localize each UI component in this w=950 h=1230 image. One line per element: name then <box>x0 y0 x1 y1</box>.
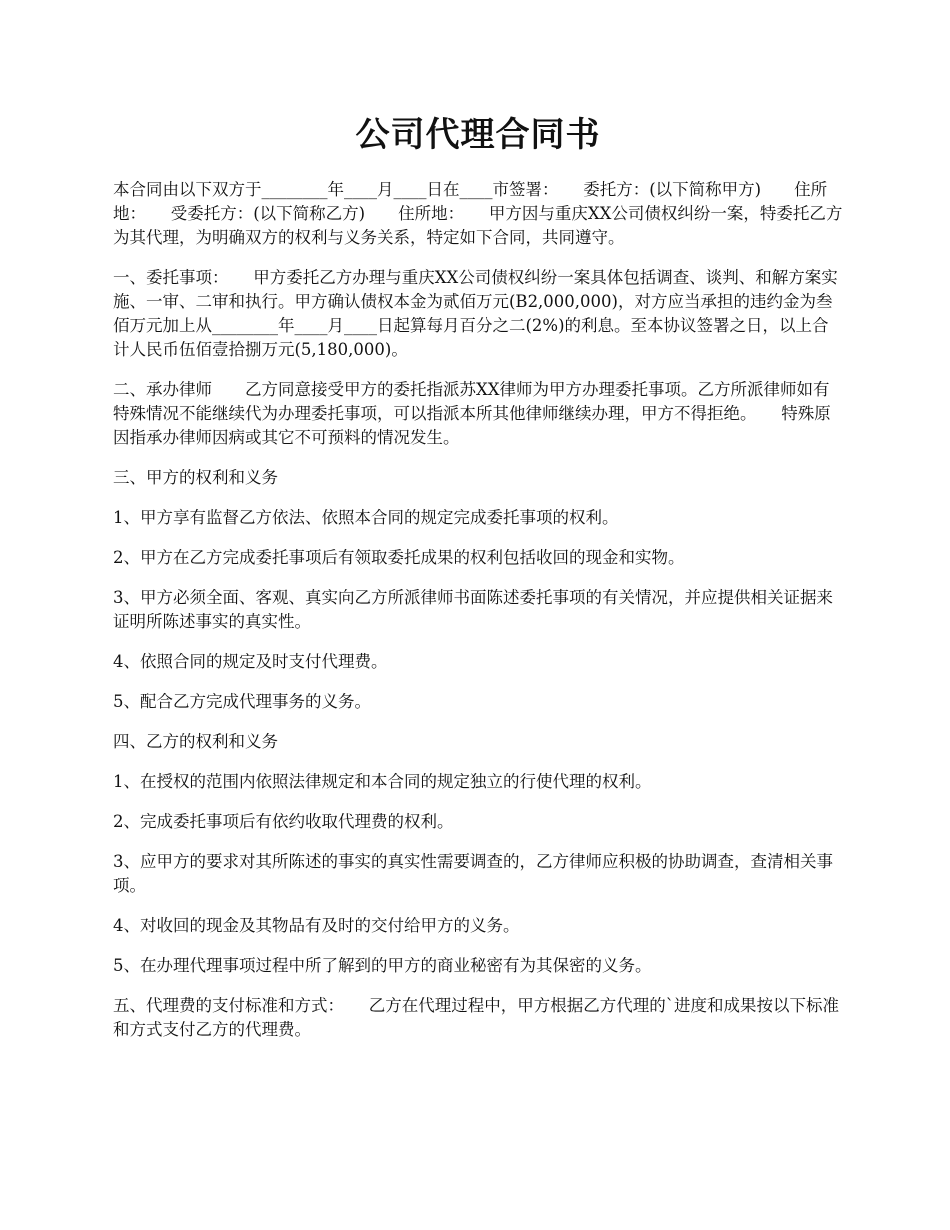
section-3-item-1: 1、甲方享有监督乙方依法、依照本合同的规定完成委托事项的权利。 <box>113 508 619 527</box>
section-1-entrusted-matters: 一、委托事项： 甲方委托乙方办理与重庆XX公司债权纠纷一案具体包括调查、谈判、和解方案实施、一审、二审和执行。甲方确认债权本金为贰佰万元(B2,000,000)，对方应当承担的违约金为叁佰万元加上从________年____月____日起算每月百分之二(2%)的利息。至本协议签署之日，以上合计人民币伍佰壹拾捌万元(5,180,000)。 <box>113 268 838 359</box>
section-4-item-2: 2、完成委托事项后有依约收取代理费的权利。 <box>113 812 454 831</box>
section-3-item-3: 3、甲方必须全面、客观、真实向乙方所派律师书面陈述委托事项的有关情况，并应提供相关证据来证明所陈述事实的真实性。 <box>113 588 833 631</box>
document-title: 公司代理合同书 <box>355 115 601 155</box>
section-4-item-3: 3、应甲方的要求对其所陈述的事实的真实性需要调查的，乙方律师应积极的协助调查，查清相关事项。 <box>113 852 833 895</box>
section-3-item-4: 4、依照合同的规定及时支付代理费。 <box>113 652 388 671</box>
section-4-heading: 四、乙方的权利和义务 <box>113 732 278 751</box>
section-3-item-5: 5、配合乙方完成代理事务的义务。 <box>113 692 371 711</box>
section-2-handling-lawyer: 二、承办律师 乙方同意接受甲方的委托指派苏XX律师为甲方办理委托事项。乙方所派律师如有特殊情况不能继续代为办理委托事项，可以指派本所其他律师继续办理，甲方不得拒绝。 特殊原因指承办律师因病或其它不可预料的情况发生。 <box>113 380 831 447</box>
section-4-item-5: 5、在办理代理事项过程中所了解到的甲方的商业秘密有为其保密的义务。 <box>113 956 652 975</box>
section-5-payment: 五、代理费的支付标准和方式： 乙方在代理过程中，甲方根据乙方代理的`进度和成果按以下标准和方式支付乙方的代理费。 <box>113 996 839 1039</box>
section-4-item-1: 1、在授权的范围内依照法律规定和本合同的规定独立的行使代理的权利。 <box>113 772 652 791</box>
section-4-item-4: 4、对收回的现金及其物品有及时的交付给甲方的义务。 <box>113 916 520 935</box>
intro-paragraph: 本合同由以下双方于________年____月____日在____市签署： 委托方：(以下简称甲方) 住所地： 受委托方：(以下简称乙方) 住所地： 甲方因与重庆XX公司债权纠纷一案，特委托乙方为其代理，为明确双方的权利与义务关系，特定如下合同，共同遵守。 <box>113 180 843 247</box>
section-3-heading: 三、甲方的权利和义务 <box>113 468 278 487</box>
document-page <box>113 110 843 1058</box>
section-3-item-2: 2、甲方在乙方完成委托事项后有领取委托成果的权利包括收回的现金和实物。 <box>113 548 685 567</box>
